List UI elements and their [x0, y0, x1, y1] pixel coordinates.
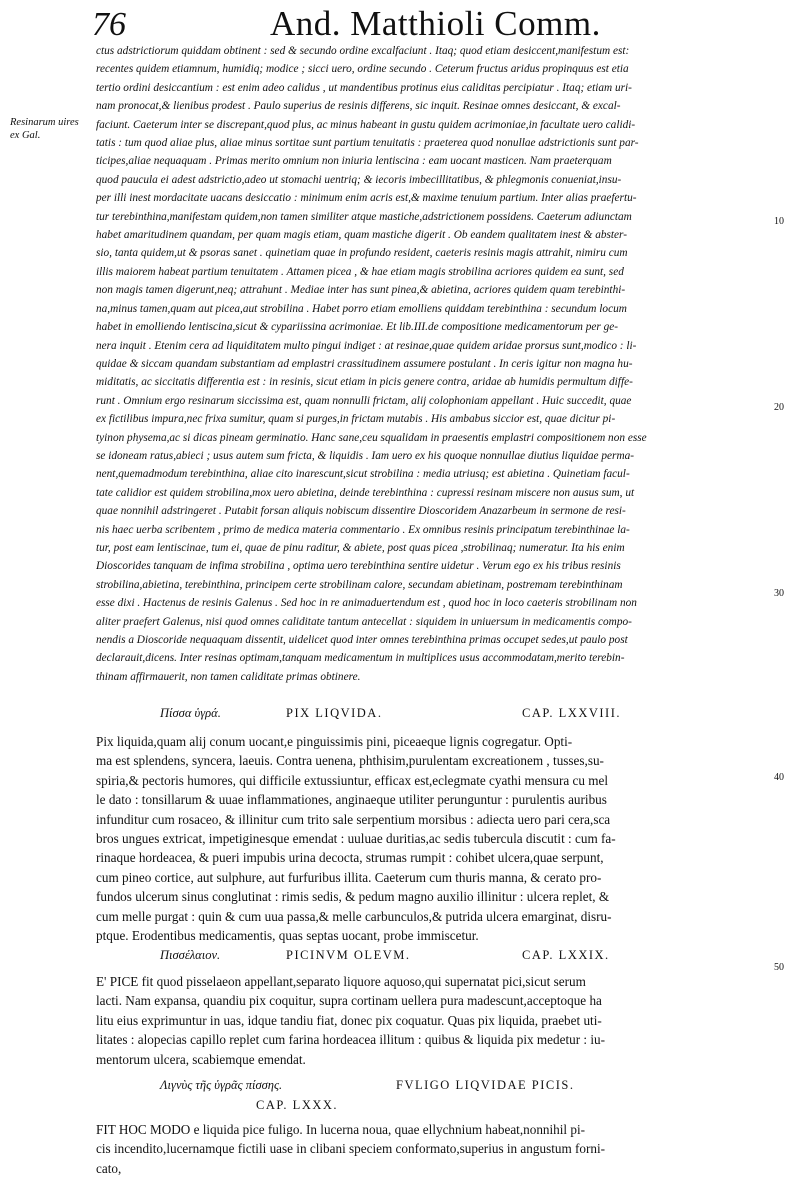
text-line: thinam affirmauerit, non tamen caliditate primas obtinere. — [96, 670, 361, 683]
text-line: ptque. Erodentibus medicamentis, quas septas uocant, probe immiscetur. — [96, 928, 479, 944]
line-number-column — [764, 0, 786, 1186]
line-number: 50 — [774, 962, 784, 973]
text-line: esse dixi . Hactenus de resinis Galenus . Sed hoc in re animaduertendum est , quod hoc in loco caeteris strobilinam non — [96, 597, 637, 610]
chapter-greek-title: Πισσέλαιον. — [160, 948, 221, 962]
text-line: nis haec uerba scribentem , primo de medica materia commentario . Ex omnibus resinis principatum terebinthinae la- — [96, 523, 630, 536]
chapter-body-pix-liquida — [96, 732, 766, 945]
text-line: runt . Omnium ergo resinarum siccissima est, quam nonnulli frictam, alij colophoniam appellant . Huic succedit, quae — [96, 394, 632, 407]
text-line: recentes quidem etiamnum, humidiq; modice ; sicci uero, ordine secundo . Ceterum fructus aridus propinquus est etia — [96, 63, 629, 76]
text-line: cum pineo cortice, aut sulphure, aut furfuribus illita. Caeterum cum thuris manna, & cerato pro- — [96, 869, 602, 885]
chapter-number: CAP. LXXIX. — [522, 948, 610, 962]
chapter-latin-title: PICINVM OLEVM. — [286, 948, 411, 962]
text-line: tatis : tum quod aliae plus, aliae minus sortitae sunt partium tenuitatis : praeterea quod nonullae adstrictionis sunt par- — [96, 137, 639, 150]
text-line: litates : alopecias capillo replet cum farina hordeacea illitum : quibus & liquida pix medetur : iu- — [96, 1032, 606, 1048]
text-line: non magis tamen digerunt,neq; attrahunt . Mediae inter has sunt pinea,& abietina, acriores quidem quam terebinthi- — [96, 284, 626, 297]
chapter-heading — [96, 1098, 766, 1116]
line-number: 30 — [774, 588, 784, 599]
text-line: faciunt. Caeterum inter se discrepant,quod plus, ac minus habeant in gustu quidem acrimoniae,in facultate uero calidi- — [96, 118, 636, 131]
text-line: E' PICE fit quod pisselaeon appellant,separato liquore aquoso,qui supernatat pici,sicut serum — [96, 974, 586, 989]
text-line: Pix liquida,quam alij conum uocant,e pinguissimis pini, piceaeque lignis cogregatur. Opti- — [96, 734, 573, 749]
chapter-body-fuligo — [96, 1120, 766, 1178]
text-line: tertio ordini desiccantium : est enim adeo calidus , ut mandentibus protinus eius caliditas percipiatur . Itaq; etiam uri- — [96, 81, 632, 94]
chapter-greek-title: Λιγνὺς τῆς ὑγρᾶς πίσσης. — [160, 1078, 283, 1092]
text-line: habet in emolliendo lentiscina,sicut & cypariissina acrimoniae. Et lib.III.de compositione medicamentorum per ge- — [96, 321, 619, 334]
text-line: cum melle purgat : quin & cum uua passa,& melle carbunculos,& putrida ulcera emarginat, disru- — [96, 908, 612, 924]
text-line: mentorum ulcera, scabiemque emendat. — [96, 1051, 306, 1067]
text-line: habet amaritudinem quandam, per quam magis etiam, quam mastiche digerit . Ob eandem qualitatem inest & abster- — [96, 229, 627, 242]
text-line: litu eius exprimuntur in uas, idque tandiu fiat, donec pix coquatur. Quas pix liquida, praebet uti- — [96, 1012, 602, 1028]
text-line: aliter praefert Galenus, nisi quod omnes caliditate tantum antecellat : siquidem in uniuersum in medicamentis compo- — [96, 615, 632, 628]
line-number: 40 — [774, 772, 784, 783]
text-line: cis incendito,lucernamque fictili uase in clibani speciem conformato,superius in angustum forni- — [96, 1141, 606, 1157]
text-line: illis maiorem habeat partium tenuitatem . Attamen picea , & hae etiam magis strobilina acriores quidem ea sunt, sed — [96, 265, 624, 278]
chapter-greek-title: Πίσσα ὑγρά. — [160, 706, 221, 720]
chapter-latin-title: PIX LIQVIDA. — [286, 706, 383, 720]
text-line: ctus adstrictiorum quiddam obtinent : sed & secundo ordine excalfaciunt . Itaq; quod etiam desiccent,manifestum est: — [96, 45, 630, 57]
text-line: Dioscorides tanquam de infima strobilina , optima uero terebinthina sentire uidetur . Verum ego ex his tribus resinis — [96, 560, 621, 573]
chapter-heading — [96, 1078, 766, 1096]
chapter-number: CAP. LXXX. — [256, 1098, 339, 1112]
text-line: nendis a Dioscoride nequaquam dissentit, uidelicet quod inter omnes terebinthina primas occupet sedes,ut paulo post — [96, 634, 628, 646]
text-line: cato, — [96, 1160, 122, 1176]
text-line: spiria,& pectoris humores, qui difficile extussiuntur, efficax est,eclegmate cyathi mensura cu mel — [96, 772, 609, 788]
text-line: rinaque hordeacea, & pueri impubis urina decocta, strumas rumpit : cohibet ulcera,quae serpunt, — [96, 850, 604, 866]
text-line: tur terebinthina,manifestam quidem,non tamen similiter atque mastiche,adstrictionem possidens. Caeterum adiunctam — [96, 210, 632, 223]
text-line: ex fictilibus impura,nec frixa sumitur, quam si purges,in frictam mutabis . His ambabus siccior est, quae dicitur pi- — [96, 413, 616, 426]
text-line: bros ungues extricat, impetiginesque emendat : uuluae duritias,ac sedis tubercula discutit : cum fa- — [96, 831, 616, 847]
text-line: tur, post eam lentiscinae, tum ei, quae de pinu raditur, & abiete, post quas picea ,strobilinaq; numeratur. Ita his enim — [96, 541, 625, 554]
text-line: quae nonnihil adstringeret . Putabit forsan aliquis nobiscum dissentire Dioscoridem Anazarbeum in sermone de resi- — [96, 505, 626, 518]
running-title: And. Matthioli Comm. — [270, 4, 601, 43]
page-number: 76 — [92, 6, 126, 43]
chapter-heading — [96, 948, 766, 966]
chapter-number: CAP. LXXVIII. — [522, 706, 622, 720]
text-line: declarauit,dicens. Inter resinas optimam,tanquam medicamentum in multiplices usus accommodatam,merito terebin- — [96, 652, 625, 665]
text-line: quod paucula ei adest adstrictio,adeo ut stomachi uentriq; & iecoris imbecillitatibus, & phlegmonis conueniat,insu- — [96, 173, 622, 186]
text-line: tyinon physema,ac si dicas pineam germinatio. Hanc sane,ceu squalidam in praesentis emplastri compositionem non esse — [96, 431, 647, 444]
chapter-heading — [96, 706, 766, 724]
text-line: FIT HOC MODO e liquida pice fuligo. In lucerna noua, quae ellychnium habeat,nonnihil pi- — [96, 1122, 586, 1137]
text-line: quidae & siccam quandam substantiam ad emplastri crassitudinem assumere postulant . In ceris igitur non magna hu- — [96, 357, 633, 370]
chapter-body-picinum-oleum — [96, 972, 766, 1069]
text-line: ma est splendens, syncera, laeuis. Contra uenena, phthisim,purulentam excreationem , tusses,su- — [96, 753, 604, 769]
line-number: 20 — [774, 402, 784, 413]
text-line: nam pronocat,& lienibus prodest . Paulo superius de resinis differens, sic inquit. Resinae omnes desiccant, & excal- — [96, 100, 621, 113]
line-number: 10 — [774, 216, 784, 227]
text-line: strobilina,abietina, terebinthina, principem certe strobilinam calore, secundam abietinam, postremam terebinthinam — [96, 578, 623, 591]
text-line: se idoneam ratus,abieci ; usus autem sum fricta, & liquidis . Iam uero ex his quoque nonnullae diutius liquidae perma- — [96, 449, 635, 462]
text-line: miditatis, ac siccitatis differentia est : in resinis, sicut etiam in picis genere contra, aridae ab humidis permultum diffe- — [96, 376, 633, 389]
text-line: infunditur cum rosaceo, & illinitur cum trito sale serpentium morsibus : adiecta uero pari cera,sca — [96, 811, 611, 827]
chapter-latin-title: FVLIGO LIQVIDAE PICIS. — [396, 1078, 575, 1092]
margin-note: Resinarum uires ex Gal. — [10, 117, 79, 141]
text-line: le dato : tonsillarum & uuae inflammationes, anginaeque utiliter perunguntur : purulentis auribus — [96, 792, 607, 808]
text-line: per illi inest mordacitate uacans desiccatio : minimum enim acris est,& maxime tenuium partium. Inter alias praefertu- — [96, 192, 637, 205]
text-line: sio, tanta quidem,ut & psoras sanet . quinetiam quae in profundo resident, caeteris resinis magis attrahit, nimiru cum — [96, 247, 628, 260]
text-line: tate calidior est quidem strobilina,mox uero abietina, deinde terebinthina : cupressi resinam miscere non ausus sum, ut — [96, 486, 635, 499]
text-line: lacti. Nam expansa, quandiu pix coquitur, supra cortinam uellera pura madescunt,acceptoque ha — [96, 993, 602, 1009]
text-line: fundos ulcerum sinus conglutinat : rimis sedis, & pedum magno auxilio illinitur : ulcera replet, & — [96, 889, 610, 905]
text-line: nera inquit . Etenim cera ad liquiditatem multo pingui indiget : at resinae,quae quidem aridae prorsus sunt,modico : li- — [96, 339, 637, 352]
text-line: na,minus tamen,quam aut picea,aut strobilina . Habet porro etiam emolliens quiddam terebinthina : secundum locum — [96, 302, 627, 315]
galen-commentary-text — [96, 42, 764, 686]
text-line: ticipes,aliae nequaquam . Primas merito omnium non iniuria lentiscina : eam uocant masticen. Nam praeterquam — [96, 155, 612, 168]
text-line: nent,quemadmodum terebinthina, aliae cito inarescunt,sicut strobilina : media utriusq; est abietina . Quinetiam facul- — [96, 468, 630, 481]
